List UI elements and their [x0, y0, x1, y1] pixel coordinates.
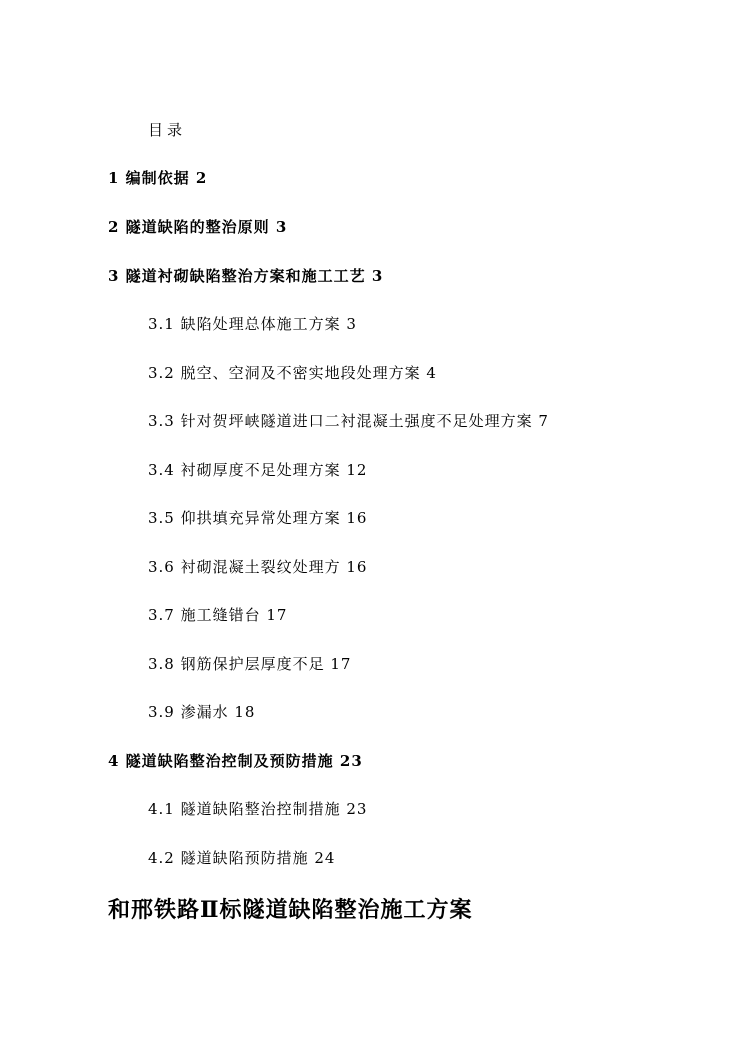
toc-entry[interactable]: 3.6 衬砌混凝土裂纹处理方 16: [148, 558, 368, 576]
toc-entry[interactable]: 3.9 渗漏水 18: [148, 703, 256, 721]
document-title: 和邢铁路Ⅱ标隧道缺陷整治施工方案: [108, 897, 473, 923]
toc-entry[interactable]: 3.2 脱空、空洞及不密实地段处理方案 4: [148, 364, 437, 382]
toc-entry[interactable]: 4 隧道缺陷整治控制及预防措施 23: [108, 752, 363, 770]
toc-entry[interactable]: 3.5 仰拱填充异常处理方案 16: [148, 509, 368, 527]
toc-heading: 目录: [148, 121, 187, 139]
toc-entry[interactable]: 3 隧道衬砌缺陷整治方案和施工工艺 3: [108, 267, 384, 285]
toc-entry[interactable]: 3.8 钢筋保护层厚度不足 17: [148, 655, 352, 673]
toc-entry[interactable]: 4.1 隧道缺陷整治控制措施 23: [148, 800, 368, 818]
toc-entry[interactable]: 3.3 针对贺坪峡隧道进口二衬混凝土强度不足处理方案 7: [148, 412, 549, 430]
toc-entry[interactable]: 1 编制依据 2: [108, 169, 208, 187]
toc-entry[interactable]: 3.7 施工缝错台 17: [148, 606, 288, 624]
toc-entry[interactable]: 2 隧道缺陷的整治原则 3: [108, 218, 288, 236]
toc-entry[interactable]: 4.2 隧道缺陷预防措施 24: [148, 849, 336, 867]
toc-entry[interactable]: 3.4 衬砌厚度不足处理方案 12: [148, 461, 368, 479]
toc-entry[interactable]: 3.1 缺陷处理总体施工方案 3: [148, 315, 357, 333]
